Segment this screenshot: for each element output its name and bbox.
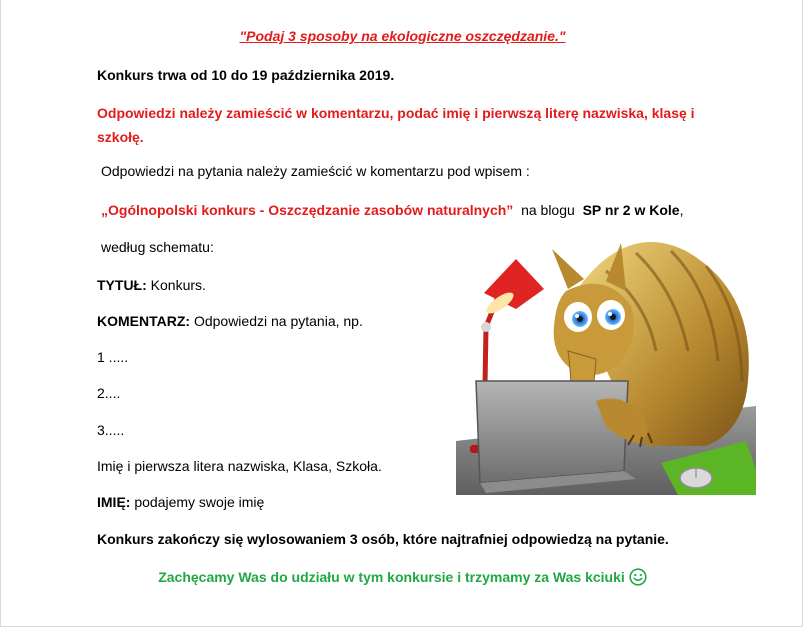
blog-post-line (101, 201, 683, 219)
blog-suffix: , (679, 202, 684, 218)
on-blog-text: na blogu (521, 202, 575, 218)
post-title: „Ogólnopolski konkurs - Oszczędzanie zasobów naturalnych” (101, 202, 514, 218)
blog-name: SP nr 2 w Kole (582, 202, 680, 218)
answer-2: 2.... (97, 385, 121, 401)
imie-line (97, 493, 264, 511)
instruction-line-2: szkołę. (97, 129, 144, 145)
imie-value: podajemy swoje imię (134, 494, 265, 510)
tytul-line (97, 276, 206, 294)
contest-ending: Konkurs zakończy się wylosowaniem 3 osób, które najtrafniej odpowiedzą na pytanie. (97, 531, 669, 547)
contest-title: "Podaj 3 sposoby na ekologiczne oszczędzanie." (239, 28, 566, 44)
tytul-label: TYTUŁ: (97, 277, 147, 293)
schema-intro: według schematu: (101, 239, 214, 255)
smiley-icon (629, 568, 647, 589)
answers-intro: Odpowiedzi na pytania należy zamieścić w komentarzu pod wpisem : (101, 163, 530, 179)
imie-label: IMIĘ: (97, 494, 131, 510)
answer-3: 3..... (97, 422, 125, 438)
answer-1: 1 ..... (97, 349, 129, 365)
closing-text: Zachęcamy Was do udziału w tym konkursie i trzymamy za Was kciuki (158, 569, 625, 585)
tytul-value: Konkurs. (150, 277, 206, 293)
contest-dates: Konkurs trwa od 10 do 19 października 2019. (97, 67, 395, 83)
komentarz-label: KOMENTARZ: (97, 313, 191, 329)
signature-format: Imię i pierwsza litera nazwiska, Klasa, Szkoła. (97, 458, 382, 474)
armadillo-laptop-illustration (456, 231, 756, 495)
komentarz-line (97, 312, 363, 330)
instruction-line-1: Odpowiedzi należy zamieścić w komentarzu, podać imię i pierwszą literę nazwiska, klasę i (97, 105, 695, 121)
komentarz-value: Odpowiedzi na pytania, np. (193, 313, 363, 329)
closing-line (1, 568, 803, 589)
